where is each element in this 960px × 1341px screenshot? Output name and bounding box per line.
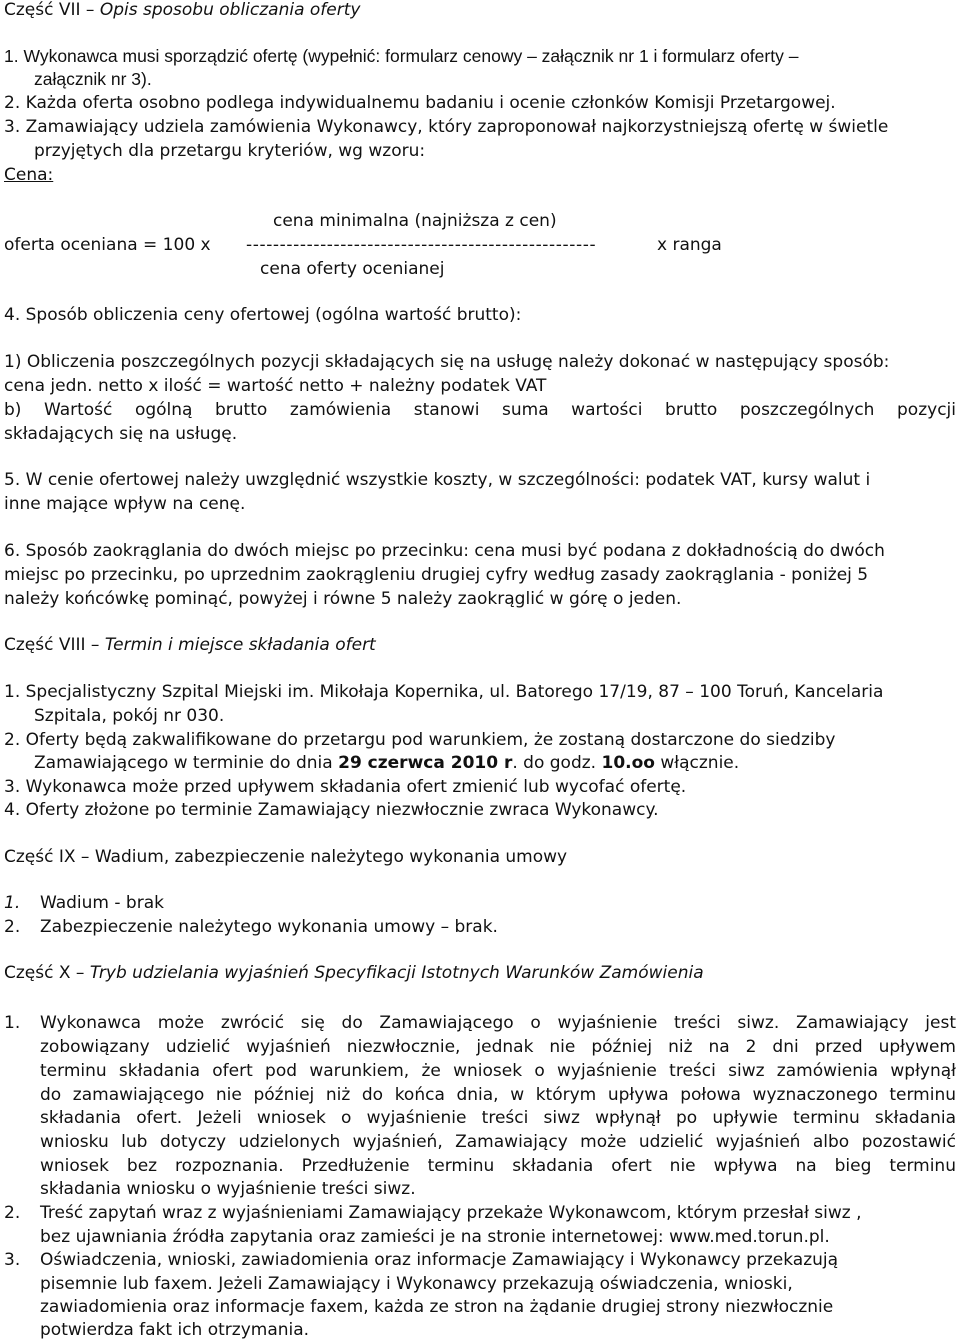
s8-item-4: 4. Oferty złożone po terminie Zamawiający niezwłocznie zwraca Wykonawcy. — [4, 800, 659, 820]
s8-item-2-line-2 — [34, 752, 739, 774]
s10-item-3-line-2: pisemnie lub faxem. Jeżeli Zamawiający i Wykonawcy przekazują oświadczenia, wnioski, — [40, 1274, 793, 1294]
s7-item-5-line-2: inne mające wpływ na cenę. — [4, 494, 246, 514]
section-9-heading: Część IX – Wadium, zabezpieczenie należytego wykonania umowy — [4, 847, 568, 867]
deadline-time: 10.oo — [601, 753, 655, 773]
s9-item-2-text: Zabezpieczenie należytego wykonania umowy – brak. — [40, 917, 498, 937]
s7-item-4-1-formula: cena jedn. netto x ilość = wartość netto + należny podatek VAT — [4, 376, 547, 396]
s10-item-1-line-1: Wykonawca może zwrócić się do Zamawiającego o wyjaśnienie treści siwz. Zamawiający jest — [40, 1013, 956, 1033]
s8-item-2-line-1: 2. Oferty będą zakwalifikowane do przetargu pod warunkiem, że zostaną dostarczone do siedziby — [4, 730, 836, 750]
formula-denominator: cena oferty ocenianej — [260, 259, 445, 279]
s10-item-2-line-1: Treść zapytań wraz z wyjaśnieniami Zamawiający przekaże Wykonawcom, którym przesłał siwz , — [40, 1203, 862, 1223]
s7-item-6-line-2: miejsc po przecinku, po uprzednim zaokrągleniu drugiej cyfry według zasady zaokrąglania - poniżej 5 — [4, 565, 869, 585]
s10-item-1-line-7: wniosek bez rozpoznania. Przedłużenie terminu składania ofert nie wpływa na bieg terminu — [40, 1156, 956, 1176]
section-8-heading — [4, 634, 376, 656]
s7-item-3-line-1: 3. Zamawiający udziela zamówienia Wykonawcy, który zaproponował najkorzystniejszą ofertę w świetle — [4, 117, 889, 137]
s7-item-4-b-line-2: składających się na usługę. — [4, 424, 238, 444]
s10-item-1-line-8: składania wniosku o wyjaśnienie treści siwz. — [40, 1179, 416, 1199]
s10-item-3-line-4: potwierdza fakt ich otrzymania. — [40, 1320, 310, 1340]
s10-item-3-line-1: Oświadczenia, wnioski, zawiadomienia oraz informacje Zamawiający i Wykonawcy przekazują — [40, 1250, 839, 1270]
s7-item-4: 4. Sposób obliczenia ceny ofertowej (ogólna wartość brutto): — [4, 305, 522, 325]
section-8-heading-title: Termin i miejsce składania ofert — [104, 635, 376, 655]
s7-item-1-line-2: załącznik nr 3). — [34, 69, 152, 89]
s10-item-1-line-4: do zamawiającego nie później niż do końca dnia, w którym upływa połowa wyznaczonego terminu — [40, 1085, 956, 1105]
section-8-heading-prefix: Część VIII – — [4, 635, 105, 655]
s8-item-3: 3. Wykonawca może przed upływem składania ofert zmienić lub wycofać ofertę. — [4, 777, 687, 797]
s8-item-1-line-1: 1. Specjalistyczny Szpital Miejski im. Mikołaja Kopernika, ul. Batorego 17/19, 87 – 100 Toruń, Kancelaria — [4, 682, 884, 702]
s7-item-6-line-3: należy końcówkę pominąć, powyżej i równe 5 należy zaokrąglić w górę o jeden. — [4, 589, 682, 609]
s10-item-1-line-6: wniosku lub dotyczy udzielonych wyjaśnień, Zamawiający może udzielić wyjaśnień albo pozostawić — [40, 1132, 956, 1152]
section-7-heading — [4, 0, 360, 21]
formula-right: x ranga — [657, 235, 722, 255]
deadline-date: 29 czerwca 2010 r — [338, 753, 513, 773]
s10-item-2-line-2: bez ujawniania źródła zapytania oraz zamieści je na stronie internetowej: www.med.torun.pl. — [40, 1227, 830, 1247]
s10-item-1-line-5: składania ofert. Jeżeli wniosek o wyjaśnienie treści siwz wpłynął po upływie terminu składania — [40, 1108, 956, 1128]
s8-item-2-text: Zamawiającego w terminie do dnia — [34, 753, 339, 773]
s9-item-1-number: 1. — [4, 893, 21, 913]
s7-item-1-line-1: 1. Wykonawca musi sporządzić ofertę (wypełnić: formularz cenowy – załącznik nr 1 i formularz oferty – — [4, 46, 799, 66]
s7-item-4-b-line-1: b) Wartość ogólną brutto zamówienia stanowi suma wartości brutto poszczególnych pozycji — [4, 400, 956, 420]
formula-fraction-bar: ---------------------------------------------------- — [246, 235, 597, 255]
s10-item-1-line-3: terminu składania ofert pod warunkiem, że wniosek o wyjaśnienie treści siwz zamówienia wpłynął — [40, 1061, 956, 1081]
s9-item-2-number: 2. — [4, 917, 21, 937]
section-10-heading-title: Tryb udzielania wyjaśnień Specyfikacji Istotnych Warunków Zamówienia — [89, 963, 704, 983]
s10-item-2-number: 2. — [4, 1203, 21, 1223]
formula-numerator: cena minimalna (najniższa z cen) — [273, 211, 557, 231]
s10-item-1-line-2: zobowiązany udzielić wyjaśnień niezwłocznie, jednak nie później niż na 2 dni przed upływem — [40, 1037, 956, 1057]
section-10-heading-prefix: Część X – — [4, 963, 90, 983]
section-7-heading-prefix: Część VII – — [4, 0, 100, 20]
cena-label: Cena: — [4, 165, 54, 185]
s7-item-3-line-2: przyjętych dla przetargu kryteriów, wg wzoru: — [34, 141, 426, 161]
s9-item-1 — [4, 892, 164, 914]
s8-item-1-line-2: Szpitala, pokój nr 030. — [34, 706, 225, 726]
s7-item-5-line-1: 5. W cenie ofertowej należy uwzględnić wszystkie koszty, w szczególności: podatek VAT, kursy walut i — [4, 470, 871, 490]
s8-item-2-text-end: włącznie. — [654, 753, 740, 773]
s10-item-3-number: 3. — [4, 1250, 21, 1270]
s9-item-2 — [4, 916, 498, 938]
s7-item-2: 2. Każda oferta osobno podlega indywidualnemu badaniu i ocenie członków Komisji Przetargowej. — [4, 93, 836, 113]
s7-item-6-line-1: 6. Sposób zaokrąglania do dwóch miejsc po przecinku: cena musi być podana z dokładnością do dwóch — [4, 541, 885, 561]
s7-item-4-1: 1) Obliczenia poszczególnych pozycji składających się na usługę należy dokonać w następujący sposób: — [4, 352, 890, 372]
section-10-heading — [4, 962, 704, 984]
s9-item-1-text: Wadium - brak — [40, 893, 164, 913]
s8-item-2-text-mid: . do godz. — [512, 753, 602, 773]
formula-left: oferta oceniana = 100 x — [4, 235, 211, 255]
s10-item-1-number: 1. — [4, 1013, 21, 1033]
section-7-heading-title: Opis sposobu obliczania oferty — [99, 0, 361, 20]
s10-item-3-line-3: zawiadomienia oraz informacje faxem, każda ze stron na żądanie drugiej strony niezwłocznie — [40, 1297, 834, 1317]
